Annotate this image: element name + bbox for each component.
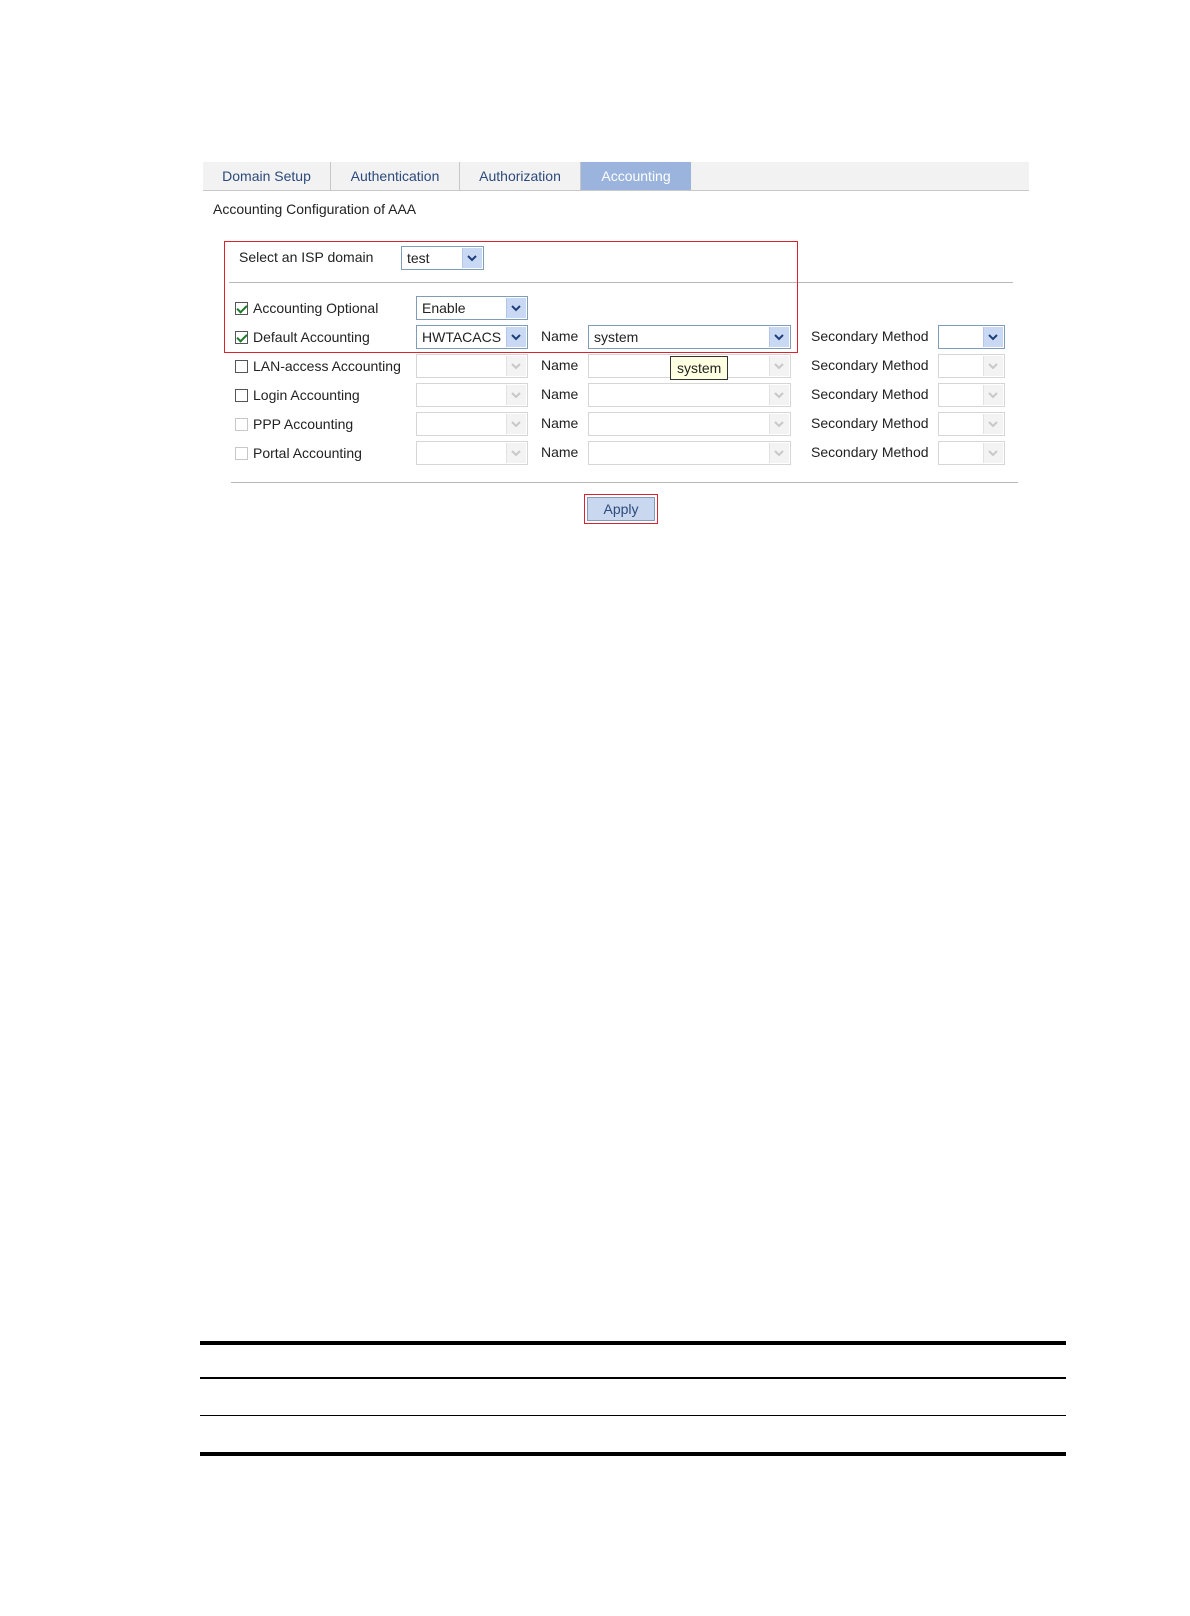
chevron-down-icon xyxy=(506,443,526,463)
default-accounting-name-label: Name xyxy=(541,328,579,344)
portal-secondary-select[interactable] xyxy=(938,441,1005,465)
table-rule-header xyxy=(200,1377,1066,1379)
chevron-down-icon xyxy=(506,414,526,434)
tab-authentication[interactable]: Authentication xyxy=(331,162,460,190)
tab-accounting[interactable]: Accounting xyxy=(581,162,691,190)
isp-domain-value: test xyxy=(407,250,430,266)
tab-domain-setup[interactable]: Domain Setup xyxy=(203,162,331,190)
login-secondary-select[interactable] xyxy=(938,383,1005,407)
login-name-select[interactable] xyxy=(588,383,791,407)
tab-bar xyxy=(203,162,1029,191)
section-title: Accounting Configuration of AAA xyxy=(213,201,417,217)
table-rule-bottom xyxy=(200,1452,1066,1456)
chevron-down-icon xyxy=(769,414,789,434)
login-method-select[interactable] xyxy=(416,383,528,407)
chevron-down-icon xyxy=(506,385,526,405)
table-rule-top xyxy=(200,1341,1066,1345)
portal-method-select[interactable] xyxy=(416,441,528,465)
ppp-secondary-label: Secondary Method xyxy=(811,415,929,431)
chevron-down-icon xyxy=(983,327,1003,347)
divider-bottom xyxy=(231,482,1018,483)
ppp-accounting-label: PPP Accounting xyxy=(253,416,354,432)
login-accounting-label: Login Accounting xyxy=(253,387,360,403)
login-secondary-label: Secondary Method xyxy=(811,386,929,402)
chevron-down-icon xyxy=(983,385,1003,405)
highlight-box-settings xyxy=(224,241,798,353)
portal-name-select[interactable] xyxy=(588,441,791,465)
default-accounting-label: Default Accounting xyxy=(253,329,370,345)
chevron-down-icon xyxy=(769,356,789,376)
lan-access-method-select[interactable] xyxy=(416,354,528,378)
chevron-down-icon xyxy=(769,443,789,463)
default-accounting-secondary-label: Secondary Method xyxy=(811,328,929,344)
chevron-down-icon xyxy=(769,385,789,405)
ppp-name-select[interactable] xyxy=(588,412,791,436)
chevron-down-icon xyxy=(983,414,1003,434)
login-name-label: Name xyxy=(541,386,579,402)
login-accounting-checkbox[interactable] xyxy=(235,389,248,402)
ppp-secondary-select[interactable] xyxy=(938,412,1005,436)
apply-button[interactable]: Apply xyxy=(587,497,655,521)
highlight-box-apply xyxy=(584,494,658,524)
ppp-accounting-checkbox[interactable] xyxy=(235,418,248,431)
lan-access-accounting-checkbox[interactable] xyxy=(235,360,248,373)
chevron-down-icon xyxy=(983,356,1003,376)
portal-name-label: Name xyxy=(541,444,579,460)
portal-secondary-label: Secondary Method xyxy=(811,444,929,460)
ppp-method-select[interactable] xyxy=(416,412,528,436)
default-accounting-secondary-select[interactable] xyxy=(938,325,1005,349)
table-rule-row xyxy=(200,1415,1066,1416)
portal-accounting-checkbox[interactable] xyxy=(235,447,248,460)
chevron-down-icon xyxy=(506,356,526,376)
default-accounting-method-value: HWTACACS xyxy=(422,329,502,345)
accounting-optional-label: Accounting Optional xyxy=(253,300,379,316)
default-accounting-name-value: system xyxy=(594,329,639,345)
ppp-name-label: Name xyxy=(541,415,579,431)
name-tooltip: system xyxy=(670,356,728,380)
lan-access-secondary-label: Secondary Method xyxy=(811,357,929,373)
portal-accounting-label: Portal Accounting xyxy=(253,445,362,461)
chevron-down-icon xyxy=(983,443,1003,463)
accounting-optional-value: Enable xyxy=(422,300,466,316)
tab-authorization[interactable]: Authorization xyxy=(460,162,581,190)
lan-access-accounting-label: LAN-access Accounting xyxy=(253,358,401,374)
lan-access-name-label: Name xyxy=(541,357,579,373)
isp-domain-label: Select an ISP domain xyxy=(239,249,374,265)
lan-access-secondary-select[interactable] xyxy=(938,354,1005,378)
